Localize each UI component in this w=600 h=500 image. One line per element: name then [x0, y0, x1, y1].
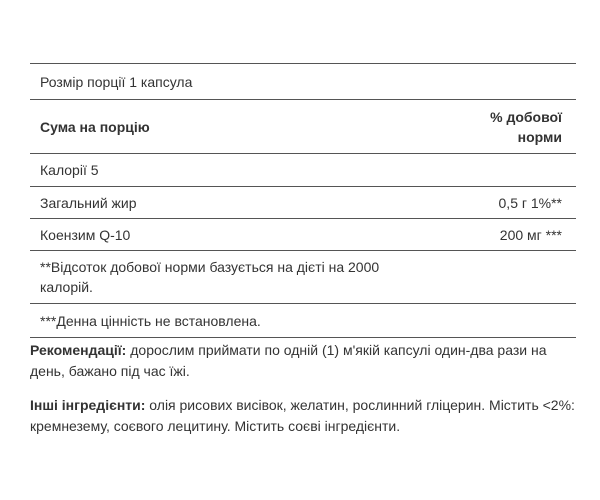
- ingredients-label: Інші інгредієнти:: [30, 397, 146, 413]
- nutrient-name: Калорії 5: [40, 162, 99, 178]
- daily-value-header-line2: норми: [517, 128, 562, 145]
- footnote-daily-value-row: [30, 251, 576, 304]
- nutrient-value: 0,5 г 1%**: [498, 194, 562, 211]
- facts-row-calories: [30, 154, 576, 187]
- facts-header-row: [30, 100, 576, 154]
- usage-label: Рекомендації:: [30, 342, 127, 358]
- serving-size-text: Розмір порції 1 капсула: [40, 73, 193, 90]
- amount-per-serving-label: Сума на порцію: [40, 118, 150, 135]
- usage-text: дорослим приймати по одній (1) м'якій капсулі один-два рази на день, бажано під час їжі.: [30, 342, 547, 379]
- daily-value-header-line1: % добової: [490, 108, 562, 125]
- nutrient-name: Загальний жир: [40, 194, 137, 211]
- footnote-not-established-row: [30, 304, 576, 337]
- nutrient-value: 200 мг ***: [499, 226, 562, 243]
- nutrient-name: Коензим Q-10: [40, 226, 131, 243]
- supplement-facts-panel: [30, 63, 576, 338]
- usage-section: [30, 340, 576, 382]
- facts-row-coq10: [30, 219, 576, 251]
- ingredients-section: [30, 395, 576, 437]
- footnote-daily-value: **Відсоток добової норми базується на дієті на 2000 калорій.: [40, 259, 380, 295]
- daily-value-header: [490, 107, 562, 147]
- footnote-not-established: ***Денна цінність не встановлена.: [40, 312, 261, 329]
- facts-row-total-fat: [30, 187, 576, 219]
- ingredients-text: олія рисових висівок, желатин, рослинний гліцерин. Містить <2%: кремнезему, соєвого лецитину. Містить соєві інгредієнти.: [30, 397, 575, 434]
- serving-size-row: [30, 64, 576, 100]
